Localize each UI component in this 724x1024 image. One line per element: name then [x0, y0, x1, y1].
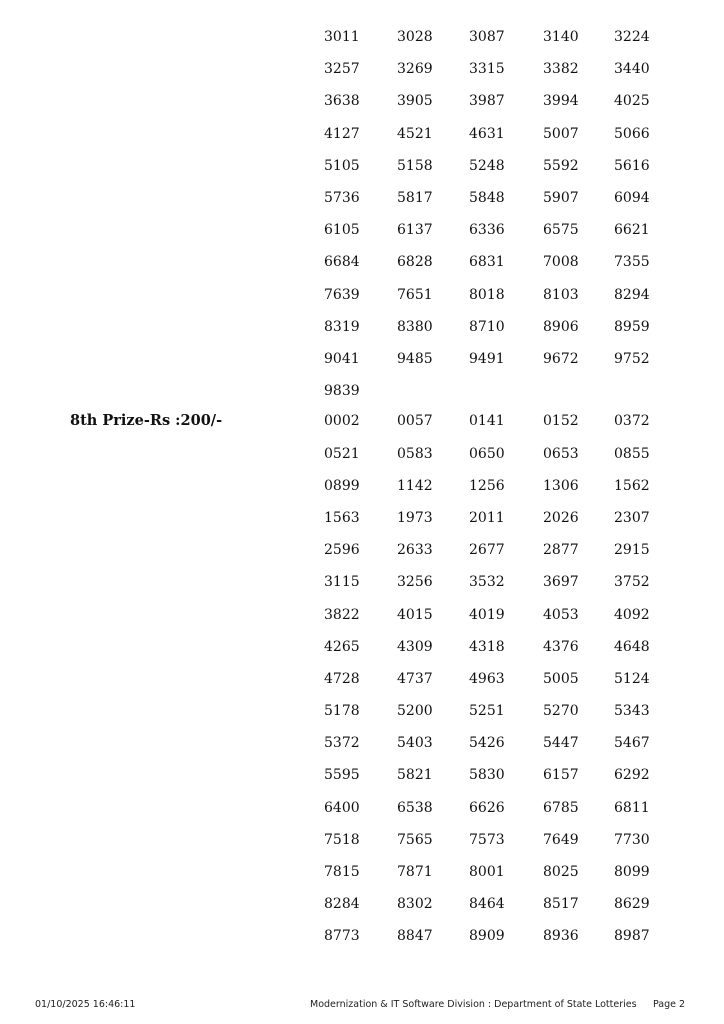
- ticket-number: 3382: [543, 61, 579, 78]
- ticket-number: 0653: [543, 445, 579, 462]
- ticket-number: 6137: [397, 222, 433, 239]
- ticket-number: 8302: [397, 896, 433, 913]
- ticket-number: 5426: [469, 735, 505, 752]
- ticket-number: 9839: [324, 383, 360, 400]
- ticket-number: 7518: [324, 831, 360, 848]
- ticket-number: 8018: [469, 286, 505, 303]
- ticket-number: 3752: [614, 574, 650, 591]
- ticket-number: 4737: [397, 670, 433, 687]
- ticket-number: 3028: [397, 29, 433, 45]
- ticket-number: 9752: [614, 350, 650, 367]
- ticket-number: 3269: [397, 61, 433, 78]
- ticket-number: 3224: [614, 29, 650, 45]
- ticket-number: 7651: [397, 286, 433, 303]
- ticket-number: 4025: [614, 93, 650, 110]
- ticket-number: 6684: [324, 254, 360, 271]
- ticket-number: 5200: [397, 703, 433, 720]
- ticket-number: 6538: [397, 799, 433, 816]
- ticket-number: 1306: [543, 477, 579, 494]
- ticket-number: 3822: [324, 606, 360, 623]
- ticket-number: 7649: [543, 831, 579, 848]
- ticket-number: 7639: [324, 286, 360, 303]
- print-timestamp: 01/10/2025 16:46:11: [35, 999, 136, 1010]
- ticket-number: 5736: [324, 189, 360, 206]
- ticket-number: 5592: [543, 157, 579, 174]
- ticket-number: 5830: [469, 767, 505, 784]
- ticket-number: 8103: [543, 286, 579, 303]
- ticket-number: 8906: [543, 318, 579, 335]
- ticket-number: 7815: [324, 864, 360, 881]
- ticket-number: 3994: [543, 93, 579, 110]
- ticket-number: 2026: [543, 509, 579, 526]
- ticket-number: 0057: [397, 413, 433, 430]
- ticket-number: 4376: [543, 638, 579, 655]
- ticket-number: 5821: [397, 767, 433, 784]
- ticket-number: 5343: [614, 703, 650, 720]
- ticket-number: 2633: [397, 542, 433, 559]
- ticket-number: 5251: [469, 703, 505, 720]
- ticket-number: 8025: [543, 864, 579, 881]
- ticket-number: 8284: [324, 896, 360, 913]
- ticket-number: 1973: [397, 509, 433, 526]
- ticket-number: 0899: [324, 477, 360, 494]
- page-number: Page 2: [653, 999, 686, 1010]
- prize-label: 8th Prize-Rs :200/-: [70, 412, 223, 430]
- ticket-number: 4963: [469, 670, 505, 687]
- ticket-number: 5005: [543, 670, 579, 687]
- ticket-number: 0650: [469, 445, 505, 462]
- ticket-number: 0521: [324, 445, 360, 462]
- ticket-number: 2877: [543, 542, 579, 559]
- ticket-number: 5270: [543, 703, 579, 720]
- ticket-number: 3011: [324, 29, 360, 45]
- ticket-number: 3440: [614, 61, 650, 78]
- ticket-number: 7871: [397, 864, 433, 881]
- ticket-number: 6336: [469, 222, 505, 239]
- ticket-number: 9491: [469, 350, 505, 367]
- ticket-number: 7565: [397, 831, 433, 848]
- ticket-number: 8959: [614, 318, 650, 335]
- page-footer: [0, 999, 724, 1015]
- ticket-number: 0152: [543, 413, 579, 430]
- ticket-number: 5616: [614, 157, 650, 174]
- ticket-number: 8001: [469, 864, 505, 881]
- ticket-number: 2677: [469, 542, 505, 559]
- ticket-number: 8380: [397, 318, 433, 335]
- ticket-number: 0583: [397, 445, 433, 462]
- ticket-number: 5007: [543, 125, 579, 142]
- ticket-number: 5372: [324, 735, 360, 752]
- ticket-number: 3987: [469, 93, 505, 110]
- ticket-number: 8847: [397, 928, 433, 945]
- ticket-number: 5467: [614, 735, 650, 752]
- ticket-number: 4127: [324, 125, 360, 142]
- ticket-number: 8099: [614, 864, 650, 881]
- ticket-number: 6811: [614, 799, 650, 816]
- ticket-number: 3087: [469, 29, 505, 45]
- ticket-number: 4318: [469, 638, 505, 655]
- ticket-number: 5848: [469, 189, 505, 206]
- ticket-number: 6575: [543, 222, 579, 239]
- ticket-number: 5907: [543, 189, 579, 206]
- ticket-number: 3905: [397, 93, 433, 110]
- ticket-number: 4092: [614, 606, 650, 623]
- ticket-number: 2915: [614, 542, 650, 559]
- ticket-number: 8294: [614, 286, 650, 303]
- ticket-number: 5158: [397, 157, 433, 174]
- ticket-number: 4728: [324, 670, 360, 687]
- ticket-number: 9485: [397, 350, 433, 367]
- ticket-number: 0372: [614, 413, 650, 430]
- ticket-number: 9041: [324, 350, 360, 367]
- ticket-number: 8710: [469, 318, 505, 335]
- ticket-number: 8629: [614, 896, 650, 913]
- ticket-number: 4309: [397, 638, 433, 655]
- ticket-number: 6105: [324, 222, 360, 239]
- ticket-number: 6621: [614, 222, 650, 239]
- ticket-number: 6828: [397, 254, 433, 271]
- ticket-number: 4019: [469, 606, 505, 623]
- ticket-number: 3638: [324, 93, 360, 110]
- ticket-number: 8936: [543, 928, 579, 945]
- ticket-number: 4521: [397, 125, 433, 142]
- ticket-number: 7730: [614, 831, 650, 848]
- ticket-number: 4053: [543, 606, 579, 623]
- ticket-number: 8773: [324, 928, 360, 945]
- ticket-number: 4631: [469, 125, 505, 142]
- ticket-number: 5105: [324, 157, 360, 174]
- ticket-number: 4648: [614, 638, 650, 655]
- ticket-number: 1562: [614, 477, 650, 494]
- ticket-number: 5248: [469, 157, 505, 174]
- ticket-number: 8319: [324, 318, 360, 335]
- ticket-number: 1563: [324, 509, 360, 526]
- ticket-number: 6785: [543, 799, 579, 816]
- ticket-number: 3697: [543, 574, 579, 591]
- ticket-number: 7573: [469, 831, 505, 848]
- ticket-number: 3256: [397, 574, 433, 591]
- ticket-number: 6094: [614, 189, 650, 206]
- ticket-number: 5817: [397, 189, 433, 206]
- ticket-number: 3115: [324, 574, 360, 591]
- ticket-number: 6626: [469, 799, 505, 816]
- ticket-number: 0855: [614, 445, 650, 462]
- ticket-number: 5595: [324, 767, 360, 784]
- ticket-number: 4015: [397, 606, 433, 623]
- ticket-number: 2307: [614, 509, 650, 526]
- ticket-number: 3315: [469, 61, 505, 78]
- ticket-number: 5403: [397, 735, 433, 752]
- ticket-number: 6831: [469, 254, 505, 271]
- ticket-number: 8909: [469, 928, 505, 945]
- ticket-number: 0002: [324, 413, 360, 430]
- ticket-number: 7008: [543, 254, 579, 271]
- ticket-number: 4265: [324, 638, 360, 655]
- ticket-number: 6157: [543, 767, 579, 784]
- ticket-number: 0141: [469, 413, 505, 430]
- ticket-number: 2011: [469, 509, 505, 526]
- ticket-number: 6400: [324, 799, 360, 816]
- ticket-number: 5178: [324, 703, 360, 720]
- organization-name: Modernization & IT Software Division : Department of State Lotteries: [310, 999, 637, 1010]
- ticket-number: 8517: [543, 896, 579, 913]
- ticket-number: 3257: [324, 61, 360, 78]
- ticket-number: 8987: [614, 928, 650, 945]
- ticket-number: 5066: [614, 125, 650, 142]
- ticket-number: 3140: [543, 29, 579, 45]
- ticket-number: 9672: [543, 350, 579, 367]
- ticket-number: 3532: [469, 574, 505, 591]
- ticket-number: 5124: [614, 670, 650, 687]
- ticket-number: 7355: [614, 254, 650, 271]
- ticket-number: 2596: [324, 542, 360, 559]
- ticket-number: 1256: [469, 477, 505, 494]
- ticket-number: 6292: [614, 767, 650, 784]
- ticket-number: 8464: [469, 896, 505, 913]
- ticket-number: 1142: [397, 477, 433, 494]
- ticket-number: 5447: [543, 735, 579, 752]
